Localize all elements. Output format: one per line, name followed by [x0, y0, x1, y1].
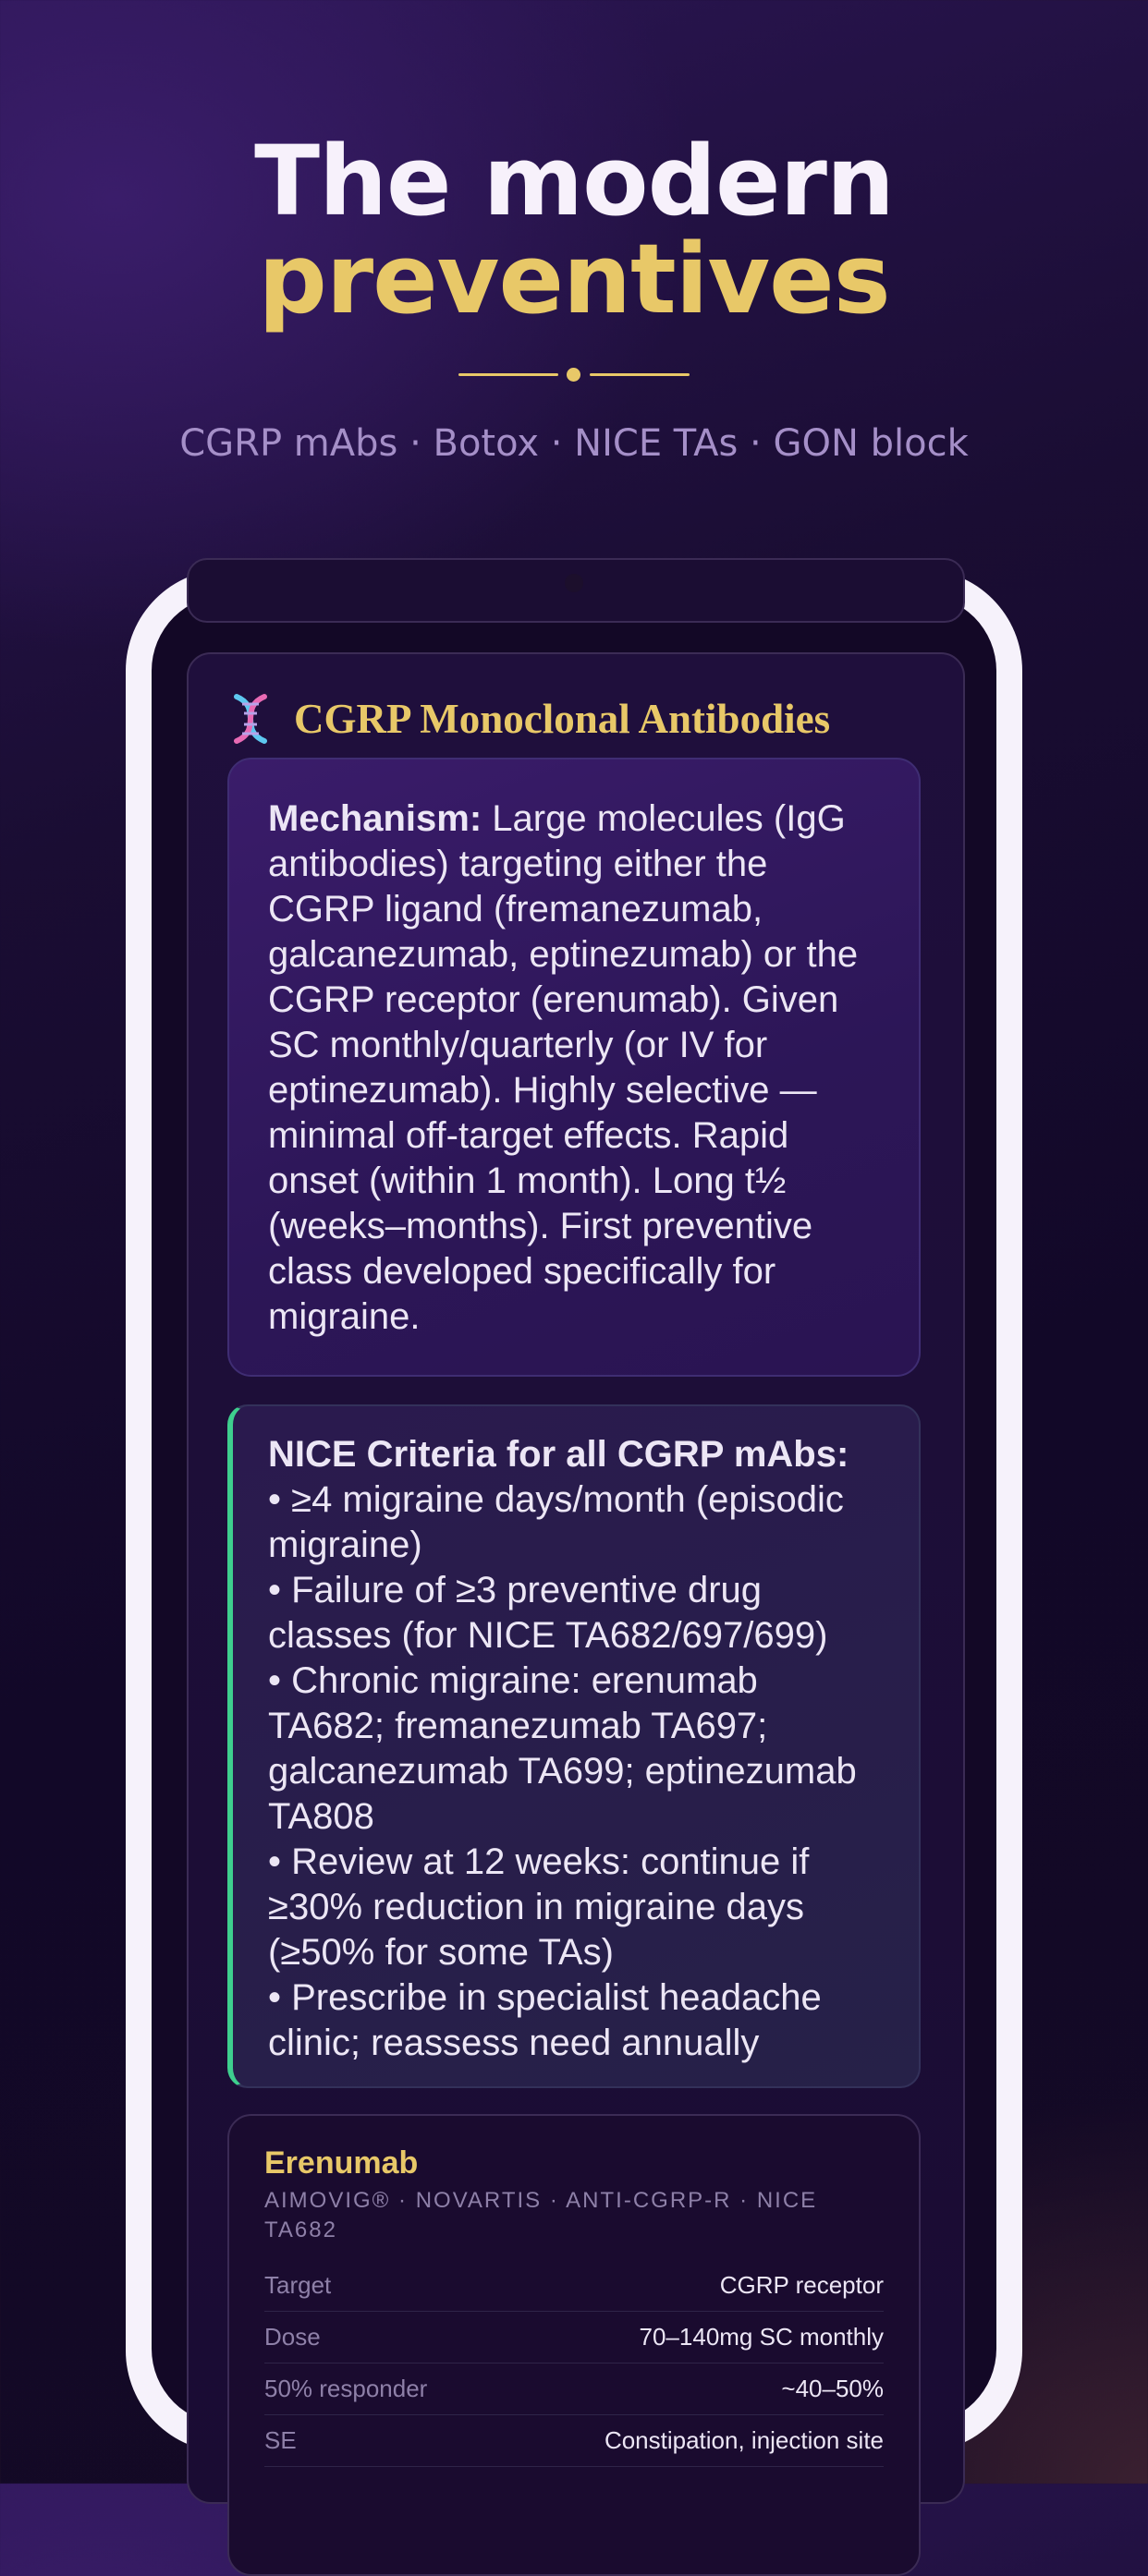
detail-value: ~40–50%: [781, 2375, 884, 2402]
nice-heading: NICE Criteria for all CGRP mAbs:: [268, 1434, 849, 1475]
detail-label: Dose: [264, 2323, 321, 2351]
hero-title-line2: preventives: [258, 223, 890, 335]
drug-subtitle: AIMOVIG® · NOVARTIS · ANTI-CGRP-R · NICE TA682: [264, 2188, 818, 2242]
detail-value: Constipation, injection site: [604, 2426, 884, 2454]
detail-value: 70–140mg SC monthly: [639, 2323, 884, 2351]
drug-details: [264, 2260, 884, 2467]
divider-line-left: [458, 373, 558, 376]
nice-item: • Prescribe in specialist headache clinic; reassess need annually: [268, 1977, 822, 2063]
detail-label: 50% responder: [264, 2375, 428, 2402]
detail-row: [264, 2260, 884, 2312]
drug-card-erenumab[interactable]: [227, 2114, 921, 2576]
detail-row: [264, 2415, 884, 2467]
hero-subtitle: CGRP mAbs · Botox · NICE TAs · GON block: [179, 422, 969, 465]
card-header: [226, 691, 830, 747]
nice-criteria-box: [227, 1404, 921, 2088]
drug-name: Erenumab: [264, 2145, 419, 2181]
camera-dot: [565, 574, 583, 592]
card-title: CGRP Monoclonal Antibodies: [294, 696, 831, 742]
mechanism-label: Mechanism:: [268, 798, 482, 839]
dna-icon: [226, 693, 275, 745]
ornament-divider: [458, 368, 690, 381]
detail-label: Target: [264, 2271, 332, 2299]
nice-item: • Failure of ≥3 preventive drug classes (for NICE TA682/697/699): [268, 1570, 828, 1656]
divider-dot: [567, 368, 580, 382]
nice-item: • Chronic migraine: erenumab TA682; fremanezumab TA697; galcanezumab TA699; eptinezumab TA808: [268, 1660, 857, 1837]
mechanism-box: [227, 758, 921, 1377]
detail-label: SE: [264, 2426, 297, 2454]
phone-screen[interactable]: [152, 595, 996, 2454]
mechanism-text: Large molecules (IgG antibodies) targeting either the CGRP ligand (fremanezumab, galcanezumab, eptinezumab) or the CGRP receptor (erenumab). Given SC monthly/quarterly (or IV for eptinezumab). Highly selective — minimal off-target effects. Rapid onset (within 1 month). Long t½ (weeks–months). First preventive class developed specifically for migraine.: [268, 798, 859, 1337]
cgrp-card: [187, 652, 965, 2504]
nice-item: • Review at 12 weeks: continue if ≥30% reduction in migraine days (≥50% for some TAs): [268, 1841, 810, 1973]
detail-row: [264, 2363, 884, 2415]
nice-item: • ≥4 migraine days/month (episodic migraine): [268, 1479, 844, 1565]
detail-value: CGRP receptor: [719, 2271, 884, 2299]
detail-row: [264, 2312, 884, 2363]
divider-line-right: [590, 373, 690, 376]
hero-title-line1: The modern: [254, 125, 894, 237]
